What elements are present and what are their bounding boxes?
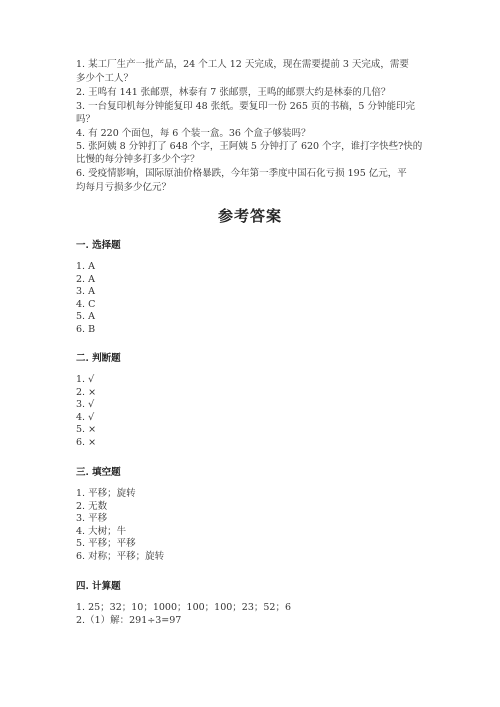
question-2: 2. 王鸣有 141 张邮票，林泰有 7 张邮票，王鸣的邮票大约是林泰的几倍？ bbox=[76, 87, 391, 98]
answer-item: 4. √ bbox=[76, 412, 95, 423]
section-heading-calculation: 四. 计算题 bbox=[76, 581, 121, 592]
question-6-line-1: 6. 受疫情影响，国际原油价格暴跌，今年第一季度中国石化亏损 195 亿元，平 bbox=[76, 168, 407, 179]
question-3-line-1: 3. 一台复印机每分钟能复印 48 张纸。要复印一份 265 页的书稿，5 分钟能印完 bbox=[76, 101, 415, 112]
question-6-line-2: 均每月亏损多少亿元？ bbox=[76, 182, 172, 193]
question-1-line-1: 1. 某工厂生产一批产品，24 个工人 12 天完成，现在需要提前 3 天完成，需要 bbox=[76, 59, 409, 70]
question-3-line-2: 吗？ bbox=[76, 114, 96, 125]
answer-item: 4. C bbox=[76, 299, 96, 310]
answer-item: 6. 对称；平移；旋转 bbox=[76, 551, 165, 562]
answer-item: 2. × bbox=[76, 387, 97, 398]
answer-item: 6. × bbox=[76, 437, 97, 448]
question-1-line-2: 多少个工人？ bbox=[76, 73, 134, 84]
answer-item: 5. 平移；平移 bbox=[76, 538, 136, 549]
section-heading-choice: 一. 选择题 bbox=[76, 240, 121, 251]
section-heading-fill-blank: 三. 填空题 bbox=[76, 467, 121, 478]
section-heading-judgment: 二. 判断题 bbox=[76, 353, 121, 364]
answer-item: 1. √ bbox=[76, 374, 95, 385]
answer-item: 3. √ bbox=[76, 399, 95, 410]
answer-item: 2. 无数 bbox=[76, 501, 108, 512]
question-5-line-2: 比慢的每分钟多打多少个字？ bbox=[76, 154, 200, 165]
answer-item: 1. 25；32；10；1000；100；100；23；52；6 bbox=[76, 602, 292, 613]
answer-item: 5. A bbox=[76, 311, 95, 322]
question-4: 4. 有 220 个面包，每 6 个装一盒。36 个盒子够装吗？ bbox=[76, 128, 311, 139]
answer-item: 6. B bbox=[76, 324, 96, 335]
answer-title: 参考答案 bbox=[217, 207, 282, 225]
answer-item: 4. 大树；牛 bbox=[76, 526, 127, 537]
answer-item: 1. A bbox=[76, 261, 95, 272]
answer-item: 2. A bbox=[76, 274, 95, 285]
answer-item: 3. 平移 bbox=[76, 513, 108, 524]
answer-item: 1. 平移；旋转 bbox=[76, 488, 136, 499]
answer-item: 2.（1）解：291÷3=97 bbox=[76, 615, 182, 626]
answer-item: 3. A bbox=[76, 286, 95, 297]
answer-item: 5. × bbox=[76, 424, 97, 435]
question-5-line-1: 5. 张阿姨 8 分钟打了 648 个字，王阿姨 5 分钟打了 620 个字，谁打字快些?快的 bbox=[76, 141, 423, 152]
